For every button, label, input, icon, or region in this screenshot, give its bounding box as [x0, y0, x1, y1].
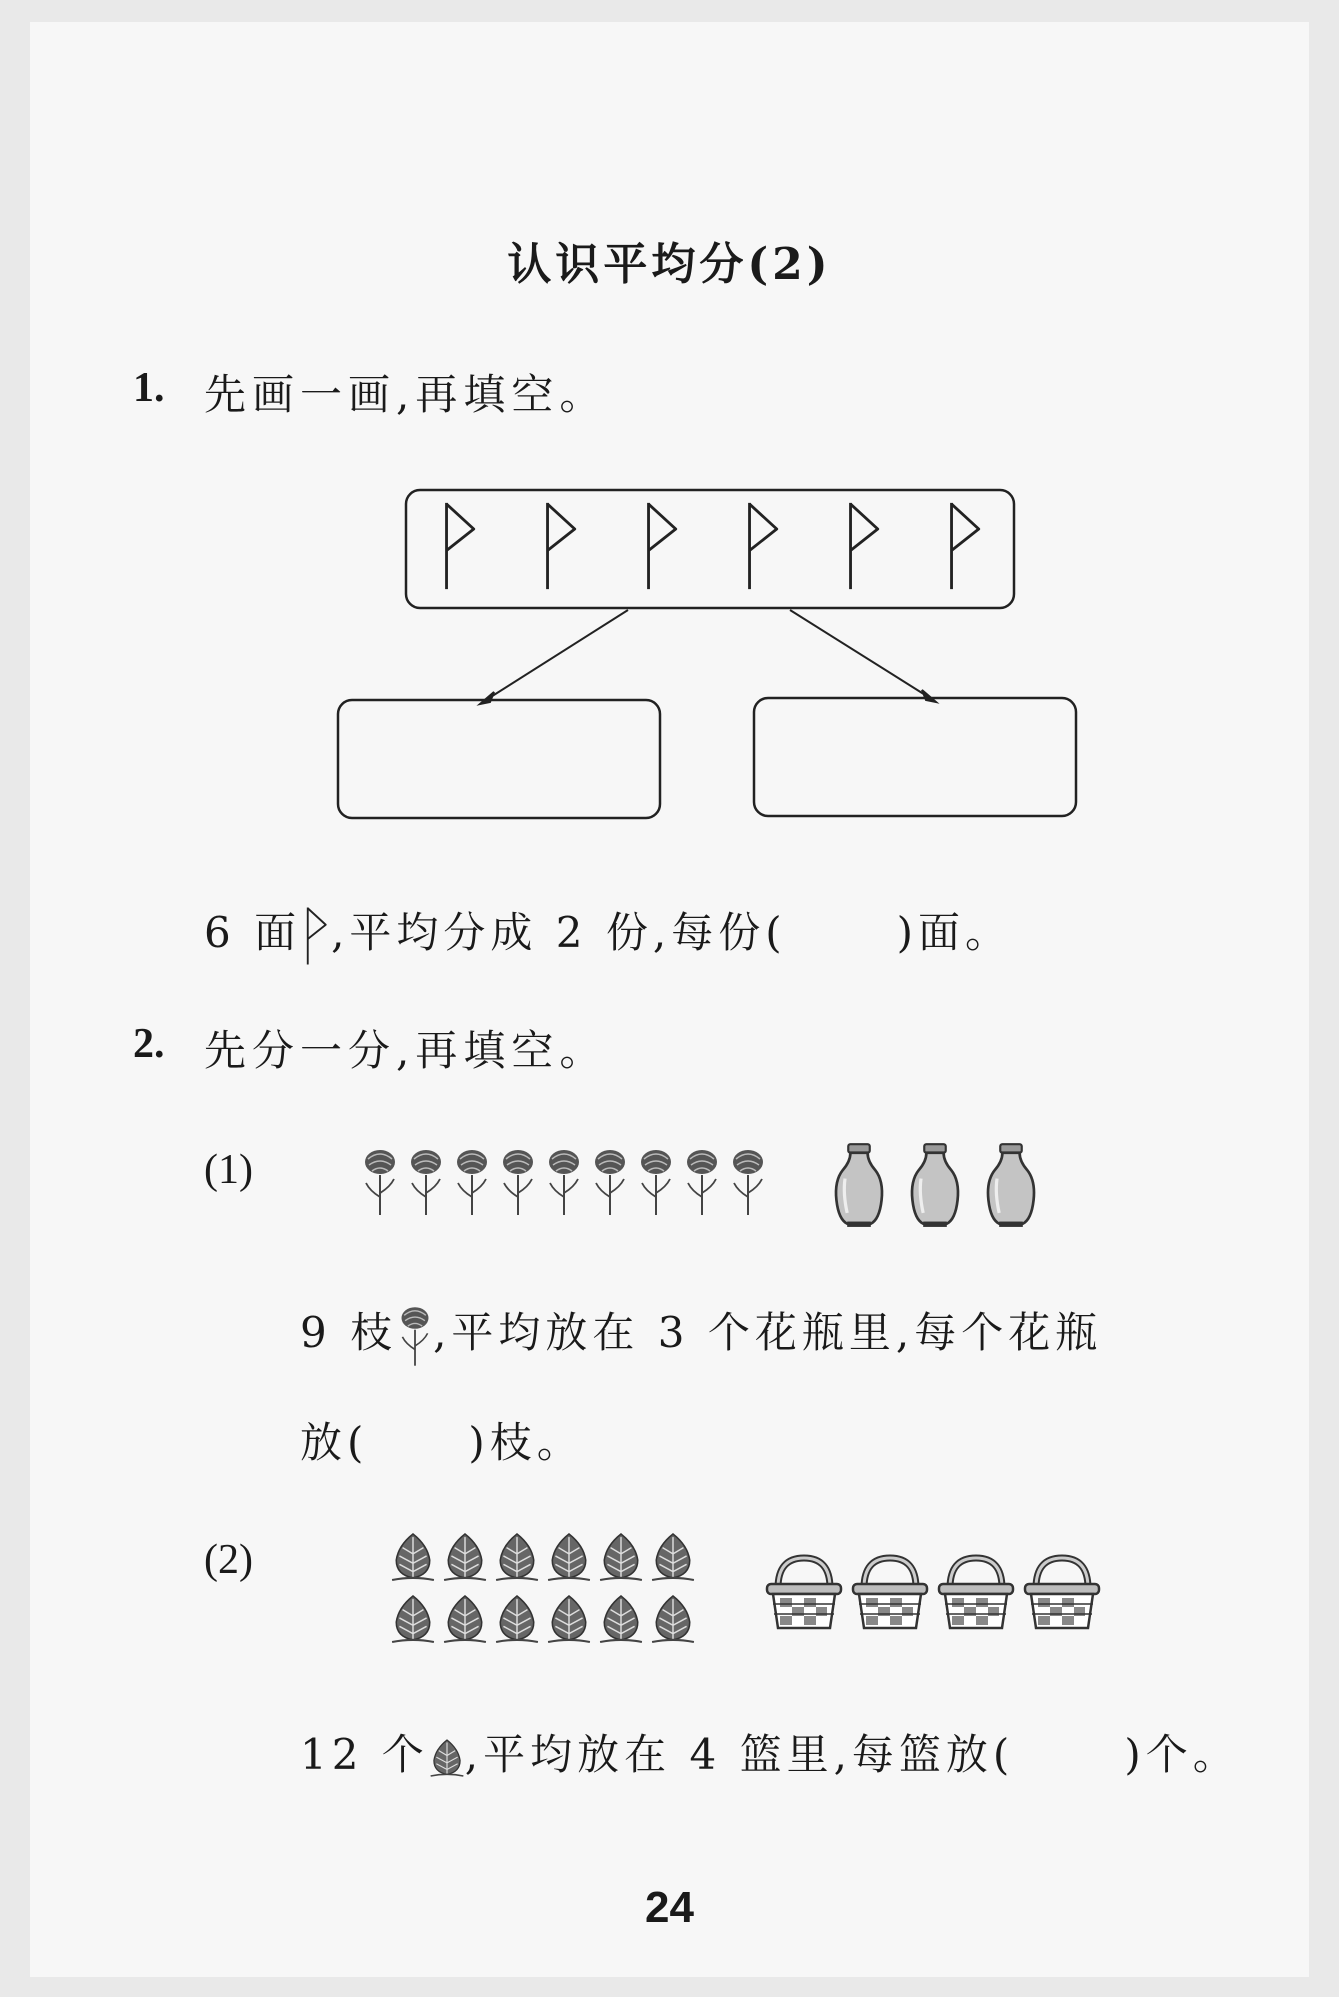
basket-icon — [853, 1558, 927, 1628]
pinecone-icon — [496, 1596, 538, 1642]
question-2-instruction: 先分一分,再填空。 — [204, 1026, 608, 1075]
pinecone-icon — [392, 1596, 434, 1642]
left-answer-box — [338, 700, 660, 818]
sub-question-2-label: (2) — [204, 1537, 253, 1583]
pinecones-and-baskets — [390, 1530, 1130, 1660]
pinecone-icon — [548, 1596, 590, 1642]
sub-question-1-line-1: 9 枝 ,平均放在 3 个花瓶里,每个花瓶 — [300, 1300, 1102, 1368]
flower-row — [365, 1150, 763, 1215]
pinecone-icon — [496, 1534, 538, 1580]
flowers-and-vases — [360, 1140, 1050, 1230]
sub-question-1-line-2: 放( )枝。 — [300, 1418, 584, 1467]
right-answer-box — [754, 698, 1076, 816]
pinecone-grid — [392, 1534, 694, 1642]
flag-icon — [649, 503, 676, 589]
flag-row — [447, 503, 979, 589]
vase-icon — [988, 1144, 1034, 1227]
sub-question-2-sentence: 12 个 ,平均放在 4 篮里,每篮放( )个。 — [300, 1730, 1240, 1779]
flag-group-box — [406, 490, 1014, 608]
flag-icon — [750, 503, 777, 589]
basket-icon — [1025, 1558, 1099, 1628]
flag-icon — [548, 503, 575, 589]
arrow-right — [790, 610, 930, 698]
flower-icon — [641, 1150, 671, 1215]
pinecone-icon — [652, 1596, 694, 1642]
flower-icon — [457, 1150, 487, 1215]
flower-icon — [503, 1150, 533, 1215]
flower-icon — [365, 1150, 395, 1215]
flag-icon — [851, 503, 878, 589]
worksheet-title: 认识平均分(2) — [507, 239, 832, 290]
page-number: 24 — [645, 1883, 694, 1932]
flower-icon — [733, 1150, 763, 1215]
pinecone-icon — [429, 1736, 465, 1780]
basket-icon — [767, 1558, 841, 1628]
flag-icon — [301, 906, 331, 966]
pinecone-icon — [600, 1596, 642, 1642]
basket-row — [767, 1558, 1099, 1628]
flower-icon — [687, 1150, 717, 1215]
flower-icon — [411, 1150, 441, 1215]
pinecone-icon — [548, 1534, 590, 1580]
arrow-left — [486, 610, 628, 700]
pinecone-icon — [444, 1596, 486, 1642]
vase-icon — [912, 1144, 958, 1227]
flower-icon — [595, 1150, 625, 1215]
basket-icon — [939, 1558, 1013, 1628]
question-1-instruction: 先画一画,再填空。 — [204, 370, 608, 419]
flower-icon — [549, 1150, 579, 1215]
pinecone-icon — [392, 1534, 434, 1580]
pinecone-icon — [652, 1534, 694, 1580]
pinecone-icon — [600, 1534, 642, 1580]
question-2-number: 2. — [133, 1021, 165, 1067]
flag-division-diagram — [0, 0, 1339, 880]
flag-icon — [952, 503, 979, 589]
vase-row — [836, 1144, 1034, 1227]
vase-icon — [836, 1144, 882, 1227]
sub-question-1-label: (1) — [204, 1147, 253, 1193]
question-1-number: 1. — [133, 365, 165, 411]
flower-icon — [397, 1304, 433, 1368]
flag-icon — [447, 503, 474, 589]
question-1-sentence: 6 面 ,平均分成 2 份,每份( )面。 — [204, 900, 1012, 966]
pinecone-icon — [444, 1534, 486, 1580]
